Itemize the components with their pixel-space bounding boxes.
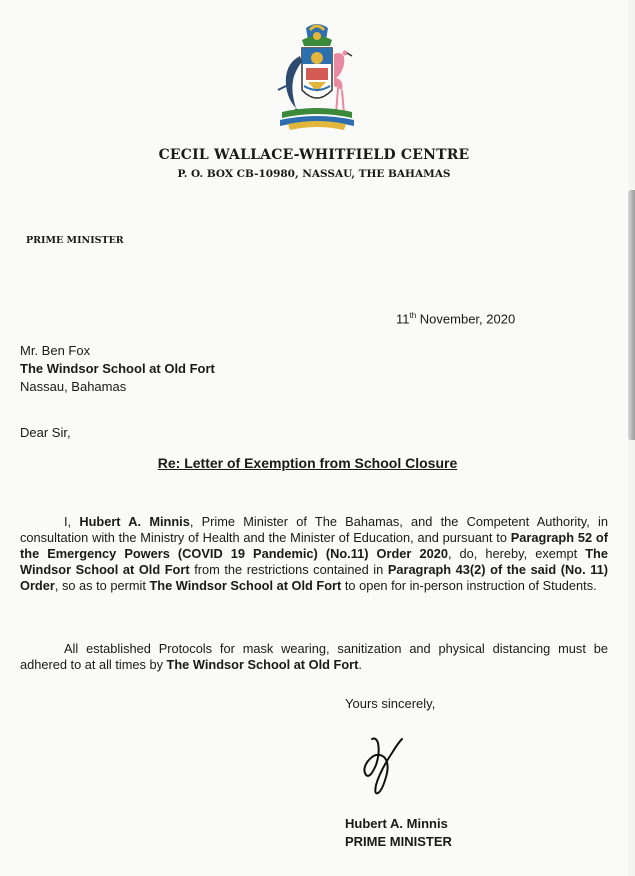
recipient-name: Mr. Ben Fox [20,343,91,358]
body-paragraph-2: All established Protocols for mask wearing, sanitization and physical distancing must be adhered to at all times by The Windsor School at Old Fort. [20,641,608,672]
coat-of-arms-icon [272,20,362,132]
letter-date: 11th November, 2020 [396,311,516,327]
salutation: Dear Sir, [20,425,71,440]
body-paragraph-1: I, Hubert A. Minnis, Prime Minister of The Bahamas, and the Competent Authority, in consultation with the Ministry of Health and the Minister of Education, and pursuant to Paragraph 52 of the Emergency Powers (COVID 19 Pandemic) (No.11) Order 2020, do, hereby, exempt The Windsor School at Old Fort from the restrictions contained in Paragraph 43(2) of the said (No. 11) Order, so as to permit The Windsor School at Old Fort to open for in-person instruction of Students. [20,514,608,593]
signer-name: Hubert A. Minnis [345,816,448,831]
letterhead-address: P. O. BOX CB-10980, NASSAU, THE BAHAMAS [177,168,451,180]
recipient-organization: The Windsor School at Old Fort [20,361,215,376]
signer-title: PRIME MINISTER [345,834,452,849]
subject-line: Re: Letter of Exemption from School Closure [157,455,458,471]
closing: Yours sincerely, [345,696,436,711]
handwritten-signature [358,735,406,797]
recipient-block [20,342,215,396]
office-title: PRIME MINISTER [26,235,124,246]
letterhead-building: CECIL WALLACE-WHITFIELD CENTRE [158,147,470,163]
recipient-location: Nassau, Bahamas [20,379,127,394]
signer-block [345,815,452,851]
scroll-edge [628,190,635,440]
